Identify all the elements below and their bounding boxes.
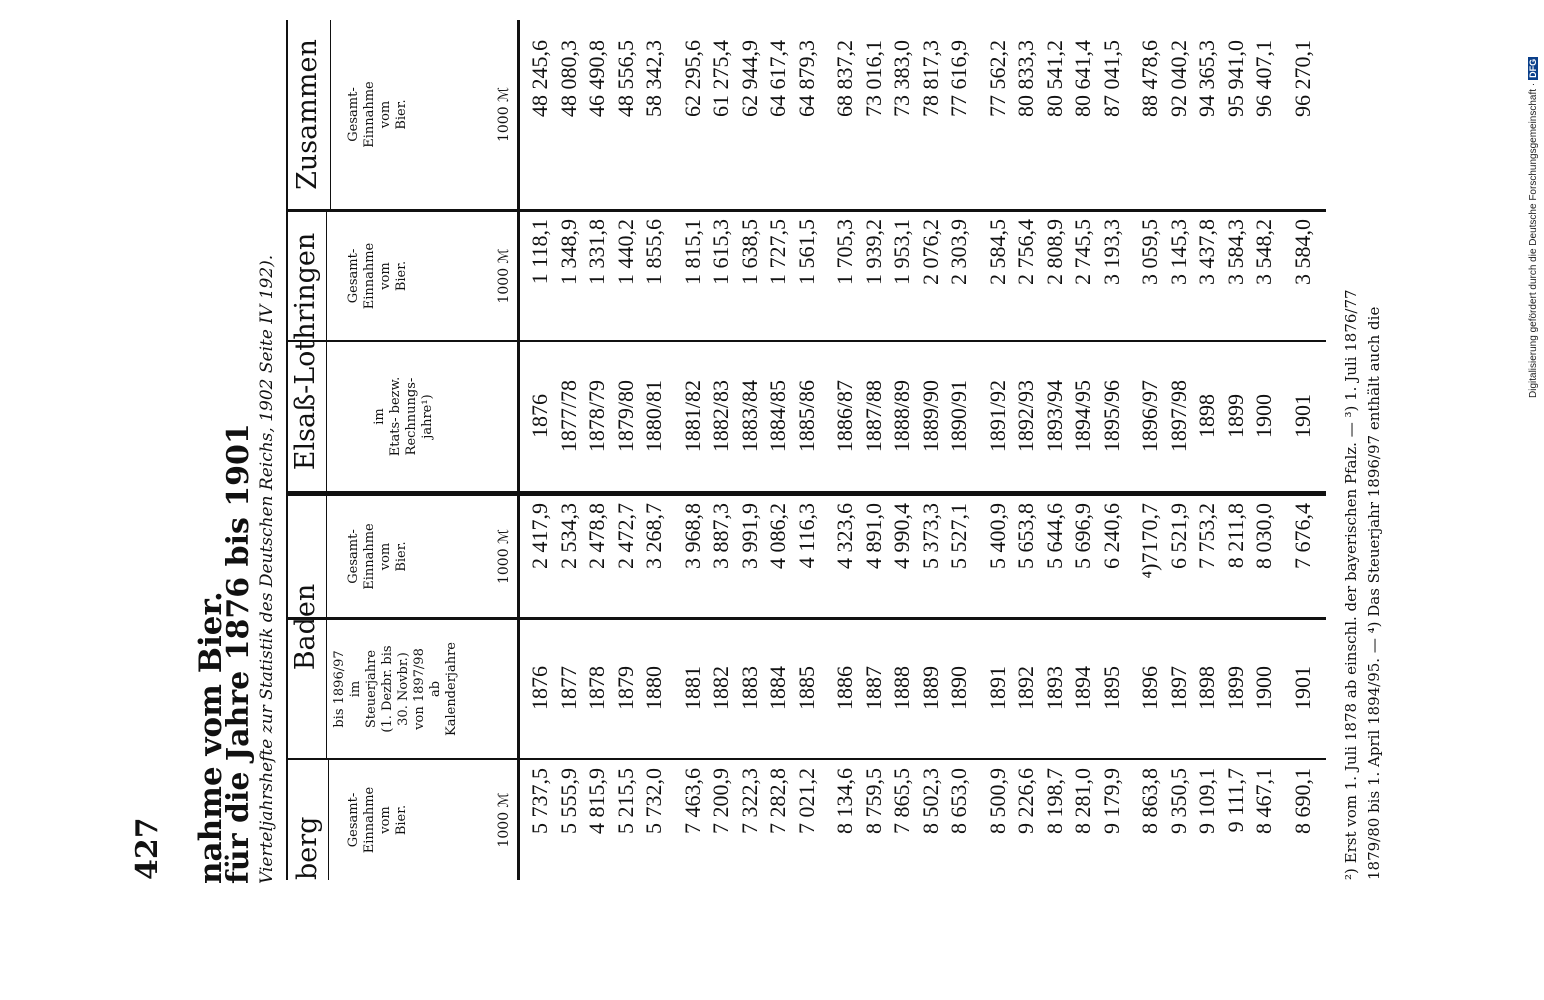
elsass-year-cell: 1877/78: [555, 379, 581, 453]
unit-baden-total: 1000 ℳ: [496, 528, 512, 585]
elsass-total-cell: 1 440,2: [612, 219, 638, 285]
zusammen-total-cell: 73 016,1: [860, 40, 886, 117]
elsass-year-cell: 1884/85: [765, 379, 790, 453]
row-group-gap: [821, 40, 831, 208]
baden-year-cell: 1876: [527, 666, 552, 710]
elsass-year-cell: 1900: [1251, 394, 1276, 438]
baden-year-cell: 1878: [584, 666, 609, 710]
elsass-total-cell: 1 638,5: [736, 219, 762, 285]
group-elsass: Elsaß-Lothringen: [290, 232, 321, 471]
row-group-gap: [821, 219, 831, 339]
footnote-line-1: ²) Erst vom 1. Juli 1878 ab einschl. der bayerischen Pfalz. — ³) 1. Juli 1876/77: [1342, 289, 1360, 880]
row-group-gap: [1126, 620, 1136, 756]
zusammen-total-cell: 80 833,3: [1013, 40, 1038, 117]
row-group-gap: [974, 342, 984, 490]
baden-year-cell: 1891: [984, 666, 1010, 710]
group-wuerttemberg: berg: [292, 816, 323, 880]
zusammen-total-cell: 48 245,6: [527, 40, 552, 117]
col1-value-cell: 7 282,8: [765, 768, 790, 834]
elsass-total-cell: 1 331,8: [584, 219, 609, 285]
row-group-gap: [821, 620, 831, 756]
elsass-year-cell: 1895/96: [1098, 379, 1124, 453]
baden-total-cell: 3 968,8: [679, 503, 705, 569]
baden-year-cell: 1887: [860, 666, 886, 710]
elsass-year-cell: 1899: [1222, 394, 1248, 438]
zusammen-total-cell: 94 365,3: [1194, 40, 1219, 117]
row-group-gap: [974, 503, 984, 615]
col1-value-cell: 8 759,5: [860, 768, 886, 834]
zusammen-total-cell: 48 080,3: [555, 40, 581, 117]
col1-value-cell: 8 134,6: [832, 768, 857, 834]
group-underline-baden: [326, 496, 327, 758]
zusammen-total-cell: 62 295,6: [679, 40, 705, 117]
unit-zusammen-total: 1000 ℳ: [496, 86, 512, 143]
elsass-total-cell: 2 584,5: [984, 219, 1010, 285]
elsass-year-cell: 1887/88: [860, 379, 886, 453]
baden-total-cell: ⁴)7170,7: [1137, 503, 1162, 579]
col1-value-cell: 7 200,9: [708, 768, 733, 834]
row-group-gap: [1126, 40, 1136, 208]
baden-total-cell: 4 116,3: [793, 503, 819, 569]
source-line: Vierteljahrshefte zur Statistik des Deutschen Reichs, 1902 Seite IV 192).: [257, 254, 277, 884]
baden-total-cell: 5 527,1: [946, 503, 971, 569]
elsass-year-cell: 1892/93: [1013, 379, 1038, 453]
col1-value-cell: 8 863,8: [1137, 768, 1162, 834]
zusammen-total-cell: 96 407,1: [1251, 40, 1276, 117]
baden-total-cell: 5 373,3: [917, 503, 943, 569]
zusammen-total-cell: 92 040,2: [1165, 40, 1191, 117]
elsass-year-cell: 1894/95: [1070, 379, 1095, 453]
col1-value-cell: 9 226,6: [1013, 768, 1038, 834]
col1-value-cell: 9 350,5: [1165, 768, 1191, 834]
row-group-gap: [1126, 342, 1136, 490]
col1-value-cell: 9 109,1: [1194, 768, 1219, 834]
col1-value-cell: 8 198,7: [1041, 768, 1067, 834]
baden-total-cell: 4 086,2: [765, 503, 790, 569]
baden-total-cell: 6 240,6: [1098, 503, 1124, 569]
baden-total-cell: 4 891,0: [860, 503, 886, 569]
page-number: 427: [130, 817, 165, 880]
elsass-year-cell: 1901: [1289, 394, 1315, 438]
elsass-total-cell: 3 437,8: [1194, 219, 1219, 285]
baden-total-cell: 8 211,8: [1222, 503, 1248, 569]
col1-value-cell: 5 215,5: [612, 768, 638, 834]
zusammen-total-cell: 95 941,0: [1222, 40, 1248, 117]
col1-value-cell: 8 467,1: [1251, 768, 1276, 834]
elsass-total-cell: 3 584,3: [1222, 219, 1248, 285]
elsass-year-cell: 1896/97: [1137, 379, 1162, 453]
zusammen-total-cell: 88 478,6: [1137, 40, 1162, 117]
row-group-gap: [669, 219, 679, 339]
col1-value-cell: 8 690,1: [1289, 768, 1315, 834]
col1-value-cell: 9 111,7: [1222, 768, 1248, 833]
zusammen-total-cell: 87 041,5: [1098, 40, 1124, 117]
baden-year-cell: 1894: [1070, 666, 1095, 710]
baden-total-cell: 5 653,8: [1013, 503, 1038, 569]
row-group-gap: [821, 768, 831, 880]
elsass-total-cell: 2 756,4: [1013, 219, 1038, 285]
title-line-2: für die Jahre 1876 bis 1901: [221, 423, 256, 884]
baden-year-cell: 1898: [1194, 666, 1219, 710]
elsass-total-cell: 1 348,9: [555, 219, 581, 285]
zusammen-total-cell: 78 817,3: [917, 40, 943, 117]
group-baden: Baden: [290, 583, 321, 671]
unit-col1: 1000 ℳ: [496, 792, 512, 848]
elsass-total-cell: 3 584,0: [1289, 219, 1315, 285]
row-group-gap: [821, 503, 831, 615]
elsass-total-cell: 1 939,2: [860, 219, 886, 285]
zusammen-total-cell: 77 562,2: [984, 40, 1010, 117]
baden-year-cell: 1886: [832, 666, 857, 710]
elsass-total-cell: 1 815,1: [679, 219, 705, 285]
baden-year-cell: 1880: [641, 666, 666, 710]
row-group-gap: [669, 503, 679, 615]
zusammen-total-cell: 48 556,5: [612, 40, 638, 117]
baden-year-cell: 1884: [765, 666, 790, 710]
group-zusammen: Zusammen: [292, 39, 323, 190]
elsass-year-cell: 1897/98: [1165, 379, 1191, 453]
elsass-total-cell: 1 953,1: [889, 219, 914, 285]
col1-value-cell: 5 555,9: [555, 768, 581, 834]
column-col1-values: [526, 768, 1317, 880]
elsass-total-cell: 3 145,3: [1165, 219, 1191, 285]
zusammen-total-cell: 68 837,2: [832, 40, 857, 117]
baden-year-cell: 1899: [1222, 666, 1248, 710]
col1-value-cell: 8 281,0: [1070, 768, 1095, 834]
baden-total-cell: 8 030,0: [1251, 503, 1276, 569]
elsass-total-cell: 1 615,3: [708, 219, 733, 285]
header-baden-total: Gesamt- Einnahme vom Bier.: [346, 523, 409, 590]
col1-value-cell: 7 322,3: [736, 768, 762, 834]
baden-year-cell: 1889: [917, 666, 943, 710]
baden-total-cell: 7 676,4: [1289, 503, 1315, 569]
baden-year-cell: 1885: [793, 666, 819, 710]
baden-total-cell: 2 417,9: [527, 503, 552, 569]
baden-year-cell: 1901: [1289, 666, 1315, 710]
zusammen-total-cell: 62 944,9: [736, 40, 762, 117]
baden-total-cell: 2 472,7: [612, 503, 638, 569]
footnote-line-2: 1879/80 bis 1. April 1894/95. — ⁴) Das Steuerjahr 1896/97 enthält auch die: [1365, 306, 1383, 880]
col1-value-cell: 5 732,0: [641, 768, 666, 834]
zusammen-total-cell: 96 270,1: [1289, 40, 1315, 117]
elsass-year-cell: 1886/87: [832, 379, 857, 453]
col1-value-cell: 8 653,0: [946, 768, 971, 834]
beer-revenue-table: [286, 20, 1326, 880]
col1-value-cell: 7 021,2: [793, 768, 819, 834]
footnotes: [1340, 20, 1386, 880]
elsass-total-cell: 2 076,2: [917, 219, 943, 285]
header-zusammen-total: Gesamt- Einnahme vom Bier.: [346, 81, 409, 148]
elsass-total-cell: 3 059,5: [1137, 219, 1162, 285]
baden-total-cell: 6 521,9: [1165, 503, 1191, 569]
baden-total-cell: 7 753,2: [1194, 503, 1219, 569]
zusammen-total-cell: 46 490,8: [584, 40, 609, 117]
column-zusammen-totals: [526, 40, 1317, 208]
col1-value-cell: 5 737,5: [527, 768, 552, 834]
group-underline-elsass: [326, 212, 327, 491]
elsass-year-cell: 1883/84: [736, 379, 762, 453]
row-group-gap: [974, 768, 984, 880]
baden-year-cell: 1895: [1098, 666, 1124, 710]
baden-year-cell: 1877: [555, 666, 581, 710]
zusammen-total-cell: 58 342,3: [641, 40, 666, 117]
elsass-total-cell: 1 118,1: [527, 219, 552, 285]
col1-value-cell: 4 815,9: [584, 768, 609, 834]
baden-total-cell: 2 534,3: [555, 503, 581, 569]
elsass-year-cell: 1893/94: [1041, 379, 1067, 453]
baden-total-cell: 4 323,6: [832, 503, 857, 569]
elsass-total-cell: 1 855,6: [641, 219, 666, 285]
elsass-total-cell: 1 561,5: [793, 219, 819, 285]
row-group-gap: [974, 40, 984, 208]
row-group-gap: [1279, 219, 1289, 339]
baden-total-cell: 3 268,7: [641, 503, 666, 569]
elsass-year-cell: 1891/92: [984, 379, 1010, 453]
row-group-gap: [669, 40, 679, 208]
col1-value-cell: 7 865,5: [889, 768, 914, 834]
col1-value-cell: 9 179,9: [1098, 768, 1124, 834]
title-line-1: nahme vom Bier.: [193, 591, 229, 884]
elsass-total-cell: 2 808,9: [1041, 219, 1067, 285]
column-elsass-totals: [526, 219, 1317, 339]
row-group-gap: [1279, 620, 1289, 756]
baden-year-cell: 1882: [708, 666, 733, 710]
baden-year-cell: 1892: [1013, 666, 1038, 710]
elsass-year-cell: 1876: [527, 394, 552, 438]
baden-total-cell: 3 887,3: [708, 503, 733, 569]
elsass-year-cell: 1890/91: [946, 379, 971, 453]
zusammen-total-cell: 80 541,2: [1041, 40, 1067, 117]
baden-total-cell: 5 400,9: [984, 503, 1010, 569]
row-group-gap: [1126, 219, 1136, 339]
elsass-total-cell: 3 548,2: [1251, 219, 1276, 285]
row-group-gap: [974, 620, 984, 756]
elsass-year-cell: 1878/79: [584, 379, 609, 453]
elsass-total-cell: 1 727,5: [765, 219, 790, 285]
header-elsass-year: im Etats- bezw. Rechnungs- jahre¹): [372, 376, 435, 457]
row-group-gap: [669, 620, 679, 756]
baden-total-cell: 3 991,9: [736, 503, 762, 569]
elsass-year-cell: 1880/81: [641, 379, 666, 453]
credit-text: Digitalisierung gefördert durch die Deutsche Forschungsgemeinschaft ·: [1528, 82, 1539, 398]
header-elsass-total: Gesamt- Einnahme vom Bier.: [346, 242, 409, 310]
row-group-gap: [821, 342, 831, 490]
row-group-gap: [974, 219, 984, 339]
row-group-gap: [1279, 342, 1289, 490]
elsass-total-cell: 2 745,5: [1070, 219, 1095, 285]
row-group-gap: [1279, 40, 1289, 208]
row-group-gap: [669, 342, 679, 490]
header-bottom-rule: [517, 20, 520, 880]
unit-elsass-total: 1000 ℳ: [496, 248, 512, 304]
baden-year-cell: 1900: [1251, 666, 1276, 710]
baden-year-cell: 1879: [612, 666, 638, 710]
elsass-year-cell: 1879/80: [612, 379, 638, 453]
column-baden-years: [526, 620, 1317, 756]
baden-year-cell: 1888: [889, 666, 914, 710]
baden-year-cell: 1897: [1165, 666, 1191, 710]
digitization-credit: [1528, 8, 1544, 992]
column-elsass-years: [526, 342, 1317, 490]
zusammen-total-cell: 77 616,9: [946, 40, 971, 117]
elsass-total-cell: 3 193,3: [1098, 219, 1124, 285]
column-baden-totals: [526, 503, 1317, 615]
elsass-year-cell: 1881/82: [679, 379, 705, 453]
baden-total-cell: 4 990,4: [889, 503, 914, 569]
baden-total-cell: 5 696,9: [1070, 503, 1095, 569]
row-group-gap: [1279, 768, 1289, 880]
col-rule-3: [286, 491, 1326, 496]
row-group-gap: [1126, 503, 1136, 615]
row-group-gap: [669, 768, 679, 880]
zusammen-total-cell: 73 383,0: [889, 40, 914, 117]
header-baden-year: bis 1896/97 im Steuerjahre (1. Dezbr. bis 30. Novbr.) von 1897/98 ab Kalenderjahre: [332, 642, 459, 736]
elsass-year-cell: 1898: [1194, 394, 1219, 438]
zusammen-total-cell: 80 641,4: [1070, 40, 1095, 117]
baden-year-cell: 1883: [736, 666, 762, 710]
dfg-logo: DFG: [1528, 58, 1538, 78]
row-group-gap: [1279, 503, 1289, 615]
col-rule-1: [286, 758, 1326, 760]
baden-year-cell: 1890: [946, 666, 971, 710]
col1-value-cell: 7 463,6: [679, 768, 705, 834]
row-group-gap: [1126, 768, 1136, 880]
header-col1: Gesamt- Einnahme vom Bier.: [346, 786, 409, 854]
elsass-total-cell: 2 303,9: [946, 219, 971, 285]
baden-year-cell: 1896: [1137, 666, 1162, 710]
group-underline-1: [328, 760, 329, 880]
table-top-rule: [286, 20, 288, 880]
baden-year-cell: 1893: [1041, 666, 1067, 710]
zusammen-total-cell: 64 879,3: [793, 40, 819, 117]
elsass-year-cell: 1882/83: [708, 379, 733, 453]
zusammen-total-cell: 64 617,4: [765, 40, 790, 117]
zusammen-total-cell: 61 275,4: [708, 40, 733, 117]
group-underline-zusammen: [330, 20, 331, 209]
baden-year-cell: 1881: [679, 666, 705, 710]
elsass-total-cell: 1 705,3: [832, 219, 857, 285]
elsass-year-cell: 1885/86: [793, 379, 819, 453]
baden-total-cell: 2 478,8: [584, 503, 609, 569]
col1-value-cell: 8 502,3: [917, 768, 943, 834]
elsass-year-cell: 1889/90: [917, 379, 943, 453]
baden-total-cell: 5 644,6: [1041, 503, 1067, 569]
elsass-year-cell: 1888/89: [889, 379, 914, 453]
col-rule-5: [286, 209, 1326, 212]
col1-value-cell: 8 500,9: [984, 768, 1010, 834]
